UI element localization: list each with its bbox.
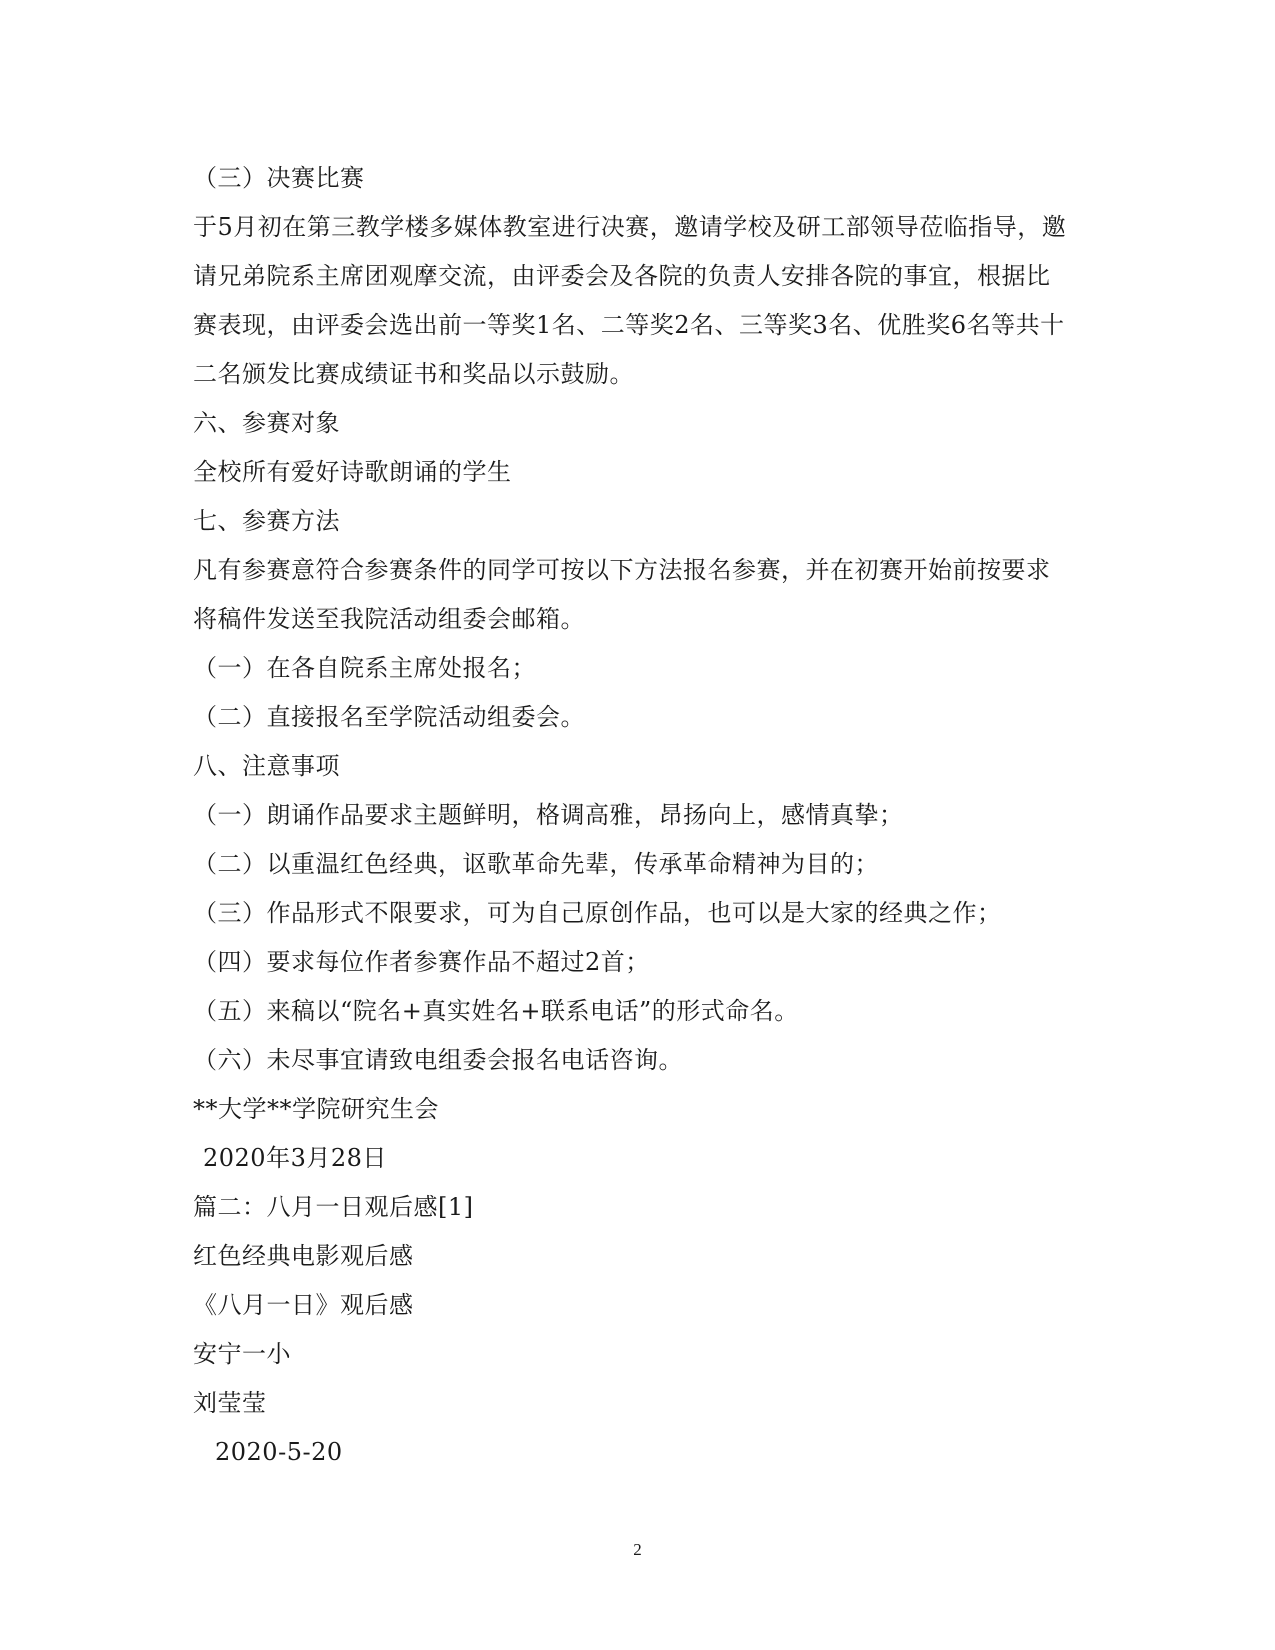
- paragraph-line: 将稿件发送至我院活动组委会邮箱。: [193, 605, 585, 633]
- list-item: （六）未尽事宜请致电组委会报名电话咨询。: [193, 1046, 683, 1074]
- paragraph-line: 于5月初在第三教学楼多媒体教室进行决赛，邀请学校及研工部领导莅临指导，邀: [193, 213, 1067, 241]
- author-name: 刘莹莹: [193, 1389, 267, 1417]
- page-number: 2: [633, 1540, 642, 1559]
- organization-signature: **大学**学院研究生会: [193, 1095, 439, 1123]
- article-date: 2020-5-20: [215, 1438, 343, 1466]
- paragraph-line: 赛表现，由评委会选出前一等奖1名、二等奖2名、三等奖3名、优胜奖6名等共十: [193, 311, 1065, 339]
- list-item: （一）在各自院系主席处报名；: [193, 654, 536, 682]
- author-school: 安宁一小: [193, 1340, 291, 1368]
- list-item: （四）要求每位作者参赛作品不超过2首；: [193, 948, 650, 976]
- section-heading: 八、注意事项: [193, 752, 340, 780]
- article-title: 篇二：八月一日观后感[1]: [193, 1193, 474, 1221]
- section-heading: 七、参赛方法: [193, 507, 340, 535]
- paragraph-line: 凡有参赛意符合参赛条件的同学可按以下方法报名参赛，并在初赛开始前按要求: [193, 556, 1051, 584]
- paragraph-line: 二名颁发比赛成绩证书和奖品以示鼓励。: [193, 360, 634, 388]
- list-item: （二）直接报名至学院活动组委会。: [193, 703, 585, 731]
- section-heading: 六、参赛对象: [193, 409, 340, 437]
- article-subtitle: 《八月一日》观后感: [193, 1291, 414, 1319]
- list-item: （二）以重温红色经典，讴歌革命先辈，传承革命精神为目的；: [193, 850, 879, 878]
- list-item: （一）朗诵作品要求主题鲜明，格调高雅，昂扬向上，感情真挚；: [193, 801, 904, 829]
- section-heading: （三）决赛比赛: [193, 164, 365, 192]
- signature-date: 2020年3月28日: [203, 1144, 387, 1172]
- list-item: （五）来稿以“院名+真实姓名+联系电话”的形式命名。: [193, 997, 799, 1025]
- paragraph-line: 全校所有爱好诗歌朗诵的学生: [193, 458, 512, 486]
- paragraph-line: 请兄弟院系主席团观摩交流，由评委会及各院的负责人安排各院的事宜，根据比: [193, 262, 1051, 290]
- list-item: （三）作品形式不限要求，可为自己原创作品，也可以是大家的经典之作；: [193, 899, 1002, 927]
- document-body: [193, 154, 1088, 1477]
- article-subtitle: 红色经典电影观后感: [193, 1242, 414, 1270]
